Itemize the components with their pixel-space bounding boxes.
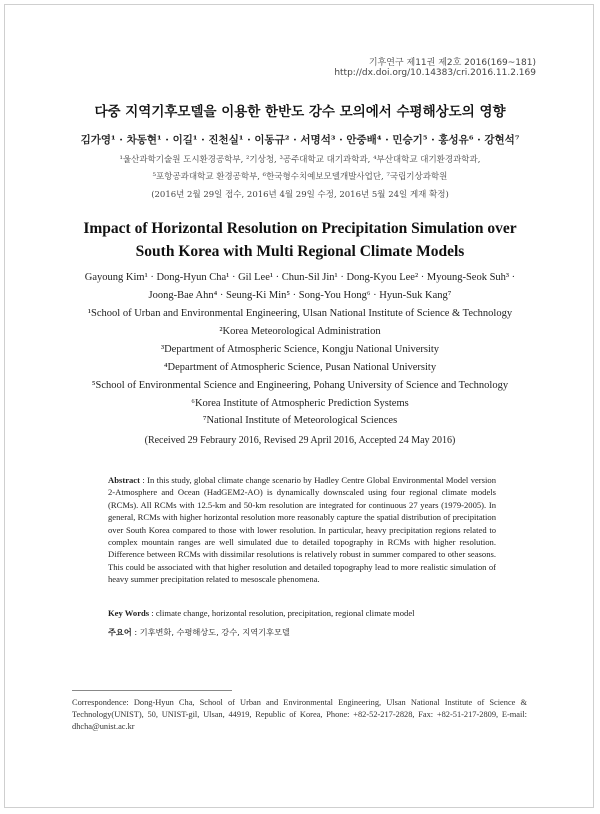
english-title-line1: Impact of Horizontal Resolution on Precipitation Simulation over — [83, 220, 517, 237]
korean-dates: (2016년 2월 29일 접수, 2016년 4월 29일 수정, 2016년 5월 24일 게재 확정) — [151, 190, 449, 200]
korean-title: 다중 지역기후모델을 이용한 한반도 강수 모의에서 수평해상도의 영향 — [94, 104, 506, 120]
doi-link[interactable]: http://dx.doi.org/10.14383/cri.2016.11.2.169 — [334, 68, 536, 78]
keywords-label: Key Words — [108, 608, 150, 618]
correspondence-footnote: Correspondence: Dong-Hyun Cha, School of Urban and Environmental Engineering, Ulsan National Institute of Science & Technology(UNIST), 50, UNIST-gil, Ulsan, 44919, Republic of Korea, Phone: +82-52-217-2828, Fax: +82-51-217-2809, E-mail: dhcha@unist.ac.kr — [72, 698, 527, 732]
affiliation-5: ⁵School of Environmental Science and Engineering, Pohang University of Science and Technology — [91, 380, 509, 391]
english-dates: (Received 29 Febraury 2016, Revised 29 April 2016, Accepted 24 May 2016) — [144, 435, 456, 446]
keywords-text: : climate change, horizontal resolution, precipitation, regional climate model — [149, 608, 415, 618]
journal-citation: 기후연구 제11권 제2호 2016(169~181) — [368, 58, 536, 68]
english-authors-line1: Gayoung Kim¹ · Dong-Hyun Cha¹ · Gil Lee¹ · Chun-Sil Jin¹ · Dong-Kyou Lee² · Myoung-Seok Suh³ · — [84, 272, 516, 283]
korean-affiliations-line1: ¹울산과학기술원 도시환경공학부, ²기상청, ³공주대학교 대기과학과, ⁴부산대학교 대기환경과학과, — [119, 155, 481, 165]
affiliation-1: ¹School of Urban and Environmental Engineering, Ulsan National Institute of Science & Technology — [87, 308, 513, 319]
korean-authors: 김가영¹ · 차동현¹ · 이길¹ · 진천실¹ · 이동규² · 서명석³ · 안중배⁴ · 민승기⁵ · 홍성유⁶ · 강현석⁷ — [80, 134, 520, 146]
korean-keywords — [108, 627, 508, 638]
abstract — [108, 474, 496, 586]
korean-keywords-text: : 기후변화, 수평해상도, 강수, 지역기후모델 — [131, 627, 290, 637]
abstract-text: : In this study, global climate change scenario by Hadley Centre Global Environmental Model version 2-Atmosphere and Ocean (HadGEM2-AO) is dynamically downscaled using four regional climate models (RCMs). All RCMs with 12.5-km and 50-km resolution are integrated for continuous 27 years (1979-2005). In general, RCMs with higher horizontal resolution more reasonably capture the spatial distribution of precipitation over South Korea compared to those with lower resolution. In particular, heavy precipitation regions related to complex mountain ranges are well simulated due to detailed topography in RCMs with higher resolution. Difference between RCMs with dissimilar resolutions is relatively robust in summer compared to other seasons. This could be associated with that higher resolution and detailed topography lead to more realistic simulation of heavy summer precipitation related to mesoscale phenomena. — [108, 475, 496, 585]
english-title-line2: South Korea with Multi Regional Climate Models — [135, 243, 465, 260]
abstract-label: Abstract — [108, 475, 140, 485]
affiliation-4: ⁴Department of Atmospheric Science, Pusan National University — [163, 362, 437, 373]
english-authors-line2: Joong-Bae Ahn⁴ · Seung-Ki Min⁵ · Song-You Hong⁶ · Hyun-Suk Kang⁷ — [148, 290, 452, 301]
footnote-rule — [72, 690, 232, 691]
affiliation-2: ²Korea Meteorological Administration — [219, 326, 381, 337]
affiliation-6: ⁶Korea Institute of Atmospheric Prediction Systems — [191, 398, 409, 409]
korean-keywords-label: 주요어 — [108, 627, 132, 637]
affiliation-3: ³Department of Atmospheric Science, Kongju National University — [160, 344, 440, 355]
affiliation-7: ⁷National Institute of Meteorological Sciences — [202, 415, 398, 426]
korean-affiliations-line2: ⁵포항공과대학교 환경공학부, ⁶한국형수치예보모델개발사업단, ⁷국립기상과학원 — [152, 172, 448, 182]
keywords — [108, 608, 508, 618]
